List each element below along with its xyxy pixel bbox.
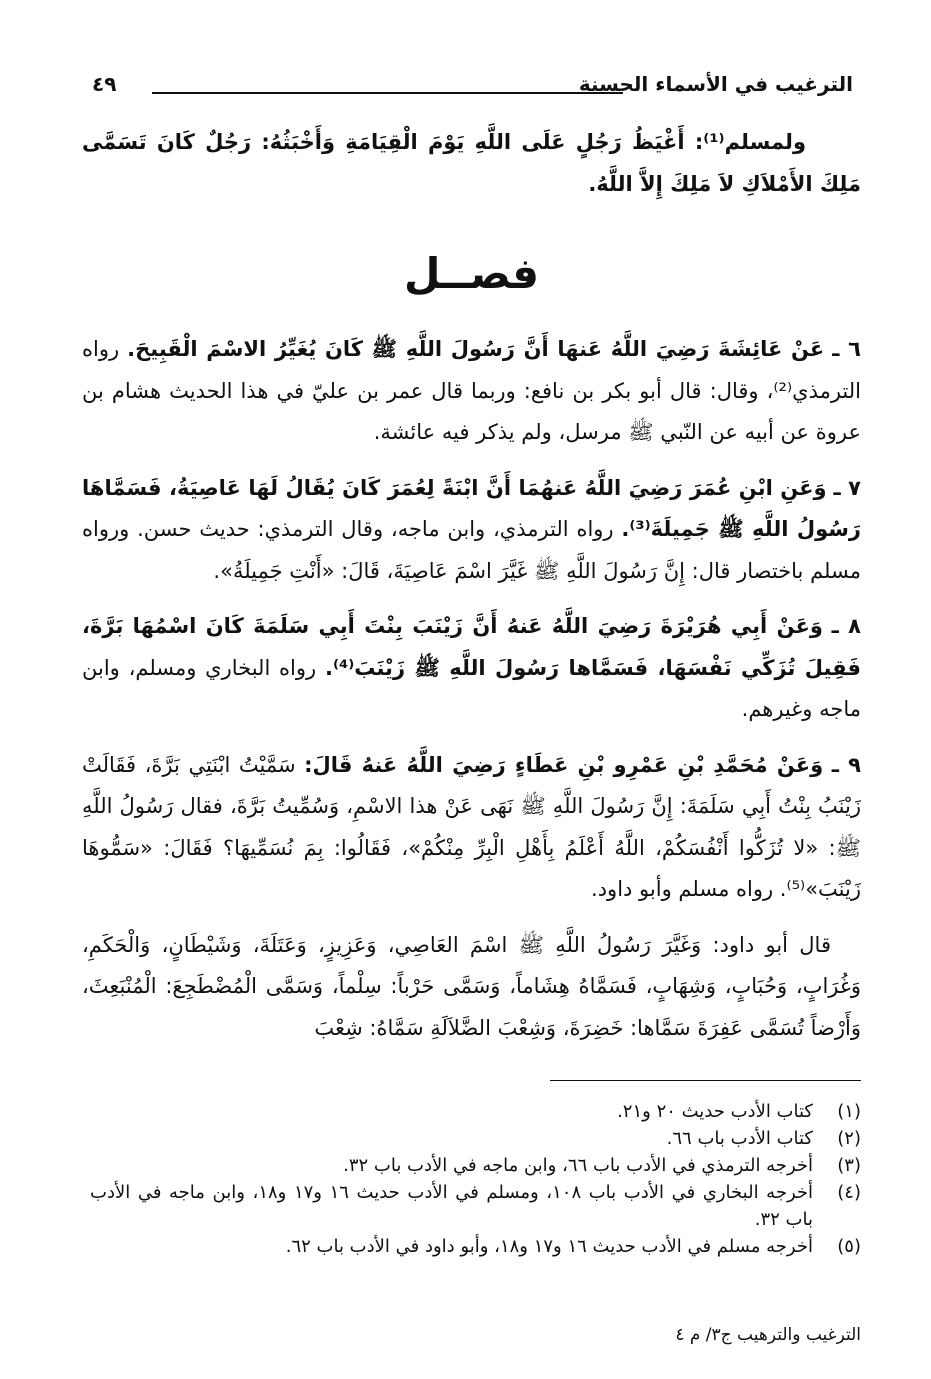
footnotes xyxy=(90,1098,861,1260)
intro-paragraph: ولمسلم⁽¹⁾: أَغْيَظُ رَجُلٍ عَلَى اللَّهِ يَوْمَ الْقِيَامَةِ وَأَخْبَثُهُ: رَجُلٌ كَانَ تَسَمَّى مَلِكَ الأَمْلاَكِ لاَ مَلِكَ إِلاَّ اللَّهُ. xyxy=(82,130,861,196)
hadith-paragraph xyxy=(82,606,861,731)
footnote-number: (٥) xyxy=(837,1236,861,1257)
hadith-commentary: رواه الترمذي، وابن ماجه، وقال الترمذي: حديث حسن. ورواه مسلم باختصار قال: إِنَّ رَسُولَ اللَّهِ ﷺ غَيَّرَ اسْمَ عَاصِيَةَ، قَالَ: «أَنْتِ جَمِيلَةُ». xyxy=(82,517,861,583)
hadith-text: وَعَنِ ابْنِ عُمَرَ رَضِيَ اللَّهُ عَنهُمَا أَنَّ ابْنَةً لِعُمَرَ كَانَ يُقَالُ لَهَا عَاصِيَةُ، فَسَمَّاهَا رَسُولُ اللَّهِ ﷺ جَمِيلَةَ⁽³⁾. xyxy=(82,475,861,541)
hadith-commentary: رواه الترمذي⁽²⁾، وقال: قال أبو بكر بن نافع: وربما قال عمر بن عليّ في هذا الحديث هشام بن عروة عن أبيه عن النّبي ﷺ مرسل، ولم يذكر فيه عائشة. xyxy=(82,337,861,444)
hadith-text: عَنْ عَائِشَةَ رَضِيَ اللَّهُ عَنهَا أَنَّ رَسُولَ اللَّهِ ﷺ كَانَ يُغَيِّرُ الاسْمَ الْقَبِيحَ. xyxy=(127,337,825,361)
hadith-paragraph xyxy=(82,468,861,593)
hadith-text: وَعَنْ مُحَمَّدِ بْنِ عَمْرِو بْنِ عَطَاءٍ رَضِيَ اللَّهُ عَنهُ قَالَ: xyxy=(304,752,824,777)
page-number: ٤٩ xyxy=(92,72,117,96)
footnote-number: (١) xyxy=(837,1101,861,1122)
hadith-number: ٧ ـ xyxy=(833,475,861,500)
footnote xyxy=(90,1098,861,1125)
footnote-text: أخرجه البخاري في الأدب باب ١٠٨، ومسلم في الأدب حديث ١٦ و١٧ و١٨، وابن ماجه في الأدب باب ٣٢. xyxy=(90,1182,814,1230)
abu-dawud-paragraph: قال أبو داود: وَغَيَّرَ رَسُولُ اللَّهِ ﷺ اسْمَ العَاصِي، وَعَزِيزٍ، وَعَتَلَةَ، وَشَيْطَانٍ، وَالْحَكَمِ، وَغُرَابٍ، وَحُبَابٍ، وَشِهَابٍ، فَسَمَّاهُ هِشَاماً، وَسَمَّى حَرْباً: سِلْماً، وَسَمَّى الْمُضْطَجِعَ: الْمُنْبَعِثَ، وَأَرْضاً تُسَمَّى عَفِرَةَ سَمَّاها: خَضِرَةَ، وَشِعْبَ الضَّلاَلَةِ سَمَّاهُ: شِعْبَ xyxy=(82,932,861,1040)
footnote xyxy=(90,1179,861,1233)
footnote-number: (٢) xyxy=(837,1128,861,1149)
section-heading: فصــل xyxy=(403,249,540,298)
footnote-text: أخرجه الترمذي في الأدب باب ٦٦، وابن ماجه في الأدب باب ٣٢. xyxy=(343,1155,813,1176)
hadith-paragraph xyxy=(82,329,861,454)
footnote xyxy=(90,1125,861,1152)
hadith-text: وَعَنْ أَبِي هُرَيْرَةَ رَضِيَ اللَّهُ عَنهُ أَنَّ زَيْنَبَ بِنْتَ أَبِي سَلَمَةَ كَانَ اسْمُهَا بَرَّةَ، فَقِيلَ تُزَكِّي نَفْسَهَا، فَسَمَّاها رَسُولَ اللَّهِ ﷺ زَيْنَبَ⁽⁴⁾. xyxy=(82,614,861,680)
header-title: الترغيب في الأسماء الحسنة xyxy=(571,72,853,96)
footnote-number: (٤) xyxy=(837,1182,861,1203)
footnote-text: كتاب الأدب حديث ٢٠ و٢١. xyxy=(617,1101,813,1122)
hadith-number: ٩ ـ xyxy=(831,752,861,777)
hadith-number: ٦ ـ xyxy=(832,337,861,361)
footnote-text: كتاب الأدب باب ٦٦. xyxy=(666,1128,813,1149)
footnote-divider xyxy=(550,1080,861,1081)
hadith-paragraph xyxy=(82,745,861,911)
page-body xyxy=(82,122,861,1049)
page-footer: الترغيب والترهيب ج٣/ م ٤ xyxy=(675,1325,861,1345)
running-header xyxy=(92,72,853,102)
hadith-number: ٨ ـ xyxy=(831,614,861,638)
header-rule xyxy=(152,92,623,94)
footnote-text: أخرجه مسلم في الأدب حديث ١٦ و١٧ و١٨، وأبو داود في الأدب باب ٦٢. xyxy=(285,1236,813,1257)
hadith-commentary: رواه البخاري ومسلم، وابن ماجه وغيرهم. xyxy=(82,655,861,721)
footnote xyxy=(90,1233,861,1260)
footnote-number: (٣) xyxy=(837,1155,861,1176)
footnote xyxy=(90,1152,861,1179)
hadith-commentary: سَمَّيْتُ ابْنَتِي بَرَّةَ، فَقَالَتْ زَيْنَبُ بِنْتُ أَبِي سَلَمَةَ: إِنَّ رَسُولَ اللَّهِ ﷺ نَهَى عَنْ هذا الاسْمِ، وَسُمِّيتُ بَرَّةَ، فقال رَسُولُ اللَّهِ ﷺ: «لا تُزَكُّوا أَنْفُسَكُمْ، اللَّهُ أَعْلَمُ بِأَهْلِ الْبِرِّ مِنْكُمْ»، فَقَالُوا: بِمَ نُسَمِّيهَا؟ فَقَالَ: «سَمُّوهَا زَيْنَبَ»⁽⁵⁾. رواه مسلم وأبو داود. xyxy=(82,752,861,901)
